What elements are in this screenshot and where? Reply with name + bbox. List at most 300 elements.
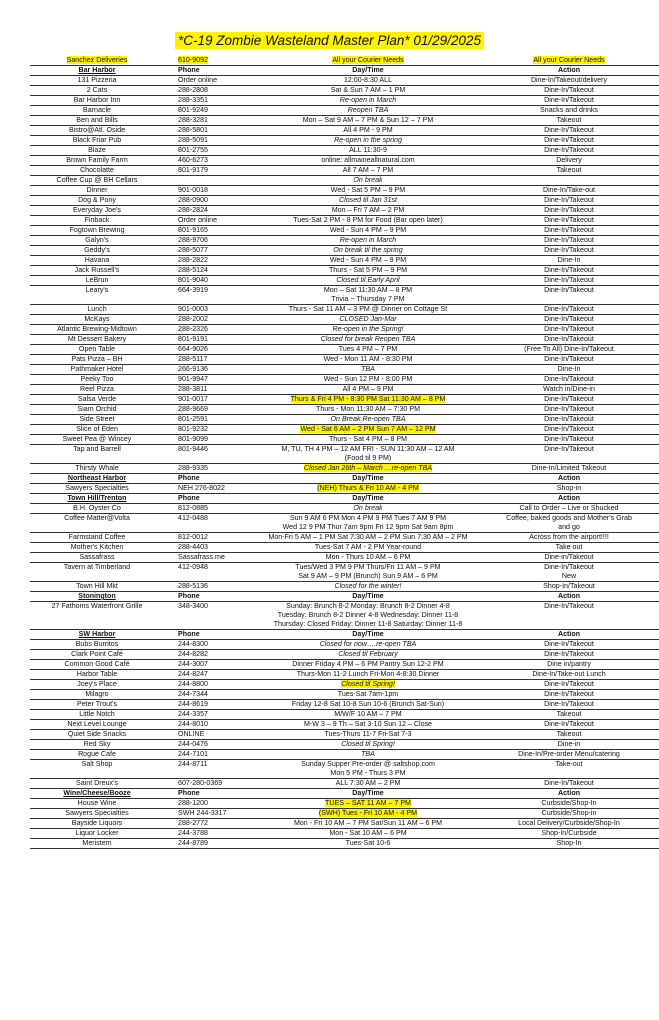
phone-cell-text: 288-2822 [178,256,208,264]
place-name [30,640,164,650]
action-cell [473,640,659,650]
place-name [30,602,164,630]
table-row [30,553,659,563]
hours-cell [263,286,473,305]
phone-cell-text: 244-7101 [178,750,208,758]
table-row [30,425,659,435]
place-name [30,226,164,236]
action-cell [473,56,659,66]
phone-cell-text: 288-9669 [178,405,208,413]
place-name [30,176,164,186]
phone-cell [164,700,263,710]
place-name [30,355,164,365]
action-cell-text: Action [557,474,581,482]
place-name-text: Joey's Place [77,680,117,688]
hours-cell [263,415,473,425]
hours-cell [263,484,473,494]
hours-cell [263,216,473,226]
place-name-text: LeBrun [85,276,109,284]
phone-cell [164,375,263,385]
action-cell-text: Dine-In/Limited Takeout [531,464,607,472]
action-cell [473,750,659,760]
action-cell [473,196,659,206]
action-cell [473,779,659,789]
place-name [30,553,164,563]
hours-cell-text: Mon – Sat 11:30 AM – 8 PM Trivia ~ Thursday 7 PM [323,286,413,303]
action-cell [473,809,659,819]
action-cell-text: Dine-In/Pre-order Menu/catering [518,750,620,758]
action-cell [473,405,659,415]
place-name-text: Mother's Kitchen [70,543,124,551]
table-row [30,206,659,216]
hours-cell [263,514,473,533]
action-cell-text: Dine-In/Takeout [544,700,594,708]
table-row [30,700,659,710]
place-name [30,325,164,335]
table-row [30,385,659,395]
phone-cell-text: Phone [178,789,200,797]
table-row [30,116,659,126]
hours-cell-text: Wed - Sat 6 AM – 2 PM Sun 7 AM – 12 PM [300,425,436,433]
hours-cell-text: Mon - Thurs 10 AM – 6 PM [325,553,411,561]
title-wrap [0,32,659,50]
action-cell-text: Takeout [556,730,582,738]
action-cell [473,335,659,345]
action-cell-text: Curbside/Shop-in [541,809,597,817]
hours-cell [263,474,473,484]
phone-cell [164,315,263,325]
hours-cell-text: Re-open in the Spring! [332,325,404,333]
place-name-text: Leary's [85,286,109,294]
place-name [30,126,164,136]
hours-cell [263,256,473,266]
hours-cell [263,730,473,740]
action-cell [473,592,659,602]
place-name-text: Liquor Locker [75,829,119,837]
hours-cell-text: Day/Time [352,789,384,797]
place-name-text: Sawyers Specialties [65,809,129,817]
phone-cell [164,563,263,582]
action-cell [473,504,659,514]
action-cell-text: Dine-In/Takeout [544,602,594,610]
action-cell [473,286,659,305]
table-row [30,690,659,700]
action-cell [473,216,659,226]
place-name [30,196,164,206]
table-row [30,640,659,650]
phone-cell [164,415,263,425]
phone-cell-text: SWH 244-3317 [178,809,227,817]
hours-cell-text: ALL 11:30-9 [349,146,387,154]
hours-cell-text: On break [353,176,383,184]
hours-cell [263,839,473,849]
phone-cell-text: NEH 276-8022 [178,484,225,492]
hours-cell-text: Closed til February [338,650,398,658]
section-header-row [30,66,659,76]
phone-cell-text: 288-5136 [178,582,208,590]
table-row [30,543,659,553]
place-name [30,266,164,276]
place-name-text: Open Table [78,345,116,353]
action-cell [473,494,659,504]
phone-cell [164,582,263,592]
phone-cell [164,365,263,375]
place-name-text: Black Friar Pub [72,136,122,144]
place-name [30,494,164,504]
hours-cell-text: Friday 12-8 Sat 10-8 Sun 10-6 (Brunch Sat-Sun) [291,700,445,708]
section-header-row [30,630,659,640]
phone-cell [164,464,263,474]
place-name-text: Dinner [86,186,108,194]
place-name [30,809,164,819]
place-name-text: Coffee Cup @ BH Cellars [56,176,138,184]
phone-cell [164,156,263,166]
action-cell [473,96,659,106]
phone-cell-text: 901-0018 [178,186,208,194]
phone-cell-text: 812-0885 [178,504,208,512]
action-cell [473,375,659,385]
place-name-text: Thirsty Whale [75,464,119,472]
action-cell [473,355,659,365]
phone-cell-text: 801-9179 [178,166,208,174]
action-cell-text: Dine-In/Takeout [544,236,594,244]
action-cell-text: Action [557,789,581,797]
table-row [30,196,659,206]
action-cell-text: Dine-In/Takeout [544,395,594,403]
action-cell-text: Dine-In/Takeout [544,415,594,423]
hours-cell [263,365,473,375]
action-cell-text: Dine-In/Takeout [544,226,594,234]
table-row [30,730,659,740]
hours-cell-text: Wed - Sun 4 PM – 9 PM [329,226,407,234]
place-name-text: Tap and Barrell [73,445,121,453]
hours-cell [263,750,473,760]
table-row [30,365,659,375]
place-name [30,56,164,66]
phone-cell [164,425,263,435]
place-name-text: Atlantic Brewing-Midtown [57,325,137,333]
table-row [30,226,659,236]
hours-cell [263,226,473,236]
phone-cell-text: Phone [178,592,200,600]
place-name-text: Town Hill Mkt [76,582,118,590]
action-cell [473,66,659,76]
phone-cell-text: 288-9335 [178,464,208,472]
table-row [30,405,659,415]
place-name [30,365,164,375]
place-name-text: Lunch [87,305,107,313]
place-name-text: SW Harbor [78,630,116,638]
hours-cell [263,809,473,819]
table-row [30,799,659,809]
hours-cell-text: Day/Time [352,630,384,638]
place-name-text: Coffee Matter@Volta [64,514,130,522]
action-cell-text: Action [557,630,581,638]
table-row [30,136,659,146]
action-cell [473,543,659,553]
hours-cell-text: Thurs - Sat 5 PM – 9 PM [328,266,408,274]
table-row [30,96,659,106]
place-name [30,504,164,514]
action-cell [473,76,659,86]
hours-cell-text: Closed til Spring! [341,680,395,688]
place-name [30,829,164,839]
action-cell [473,315,659,325]
table-row [30,602,659,630]
action-cell-text: Action [557,66,581,74]
place-name [30,445,164,464]
hours-cell-text: Tues-Sat 7 AM - 2 PM Year-round [314,543,422,551]
action-cell-text: All your Courier Needs [533,56,605,64]
place-name [30,514,164,533]
place-name [30,375,164,385]
place-name [30,839,164,849]
action-cell-text: Curbside/Shop-In [541,799,597,807]
phone-cell-text: 244-3357 [178,710,208,718]
phone-cell [164,305,263,315]
hours-cell-text: Thurs - Sat 4 PM – 8 PM [328,435,408,443]
place-name-text: Northeast Harbor [67,474,127,482]
action-cell-text: Dine-In [557,256,581,264]
action-cell-text: Dine-In/Takeout [544,305,594,313]
phone-cell [164,504,263,514]
table-row [30,680,659,690]
hours-cell-text: On break [353,504,383,512]
phone-cell-text: 801-2591 [178,415,208,423]
hours-cell-text: (SWH) Tues - Fri 10 AM - 4 PM [318,809,418,817]
action-cell [473,276,659,286]
hours-cell-text: Sunday Supper Pre-order @ saltshop.com Mon 5 PM - Thurs 3 PM [301,760,435,777]
place-name-text: Town Hill/Trenton [67,494,127,502]
place-name [30,660,164,670]
action-cell [473,106,659,116]
action-cell-text: (Free To All) Dine-In/Takeout [524,345,614,353]
hours-cell-text: Day/Time [352,592,384,600]
hours-cell-text: Tues-Thurs 11-7 Fri-Sat 7-3 [324,730,412,738]
hours-cell [263,266,473,276]
hours-cell [263,166,473,176]
place-name [30,592,164,602]
place-name-text: Bar Harbor Inn [73,96,121,104]
hours-cell-text: Day/Time [352,474,384,482]
phone-cell [164,710,263,720]
table-row [30,779,659,789]
action-cell-text: Dine-In/Takeout [544,405,594,413]
phone-cell [164,76,263,86]
action-cell-text: Shop-In [556,839,582,847]
action-cell [473,789,659,799]
phone-cell [164,345,263,355]
place-name-text: Salt Shop [81,760,113,768]
phone-cell [164,216,263,226]
phone-cell-text: 288-5801 [178,126,208,134]
action-cell-text: Dine-In/Takeout New [544,563,594,580]
action-cell [473,602,659,630]
place-name-text: Red Sky [83,740,111,748]
hours-cell [263,156,473,166]
phone-cell [164,56,263,66]
place-name [30,700,164,710]
action-cell [473,730,659,740]
place-name-text: Harbor Table [76,670,118,678]
place-name-text: Farmstand Coffee [68,533,126,541]
action-cell-text: Dine-In/Takeout [544,136,594,144]
phone-cell-text: 266-9136 [178,365,208,373]
place-name [30,710,164,720]
phone-cell-text: 801-9165 [178,226,208,234]
hours-cell-text: Wed - Mon 11 AM - 8:30 PM [323,355,413,363]
phone-cell [164,325,263,335]
place-name [30,146,164,156]
hours-cell [263,799,473,809]
place-name-text: Pats Pizza – BH [71,355,123,363]
place-name [30,156,164,166]
phone-cell-text: 901-9947 [178,375,208,383]
action-cell [473,514,659,533]
phone-cell [164,474,263,484]
hours-cell-text: Mon – Sat 9 AM – 7 PM & Sun 12 – 7 PM [302,116,434,124]
place-name-text: Bar Harbor [78,66,116,74]
hours-cell [263,106,473,116]
phone-cell-text: 348-3400 [178,602,208,610]
table-row [30,809,659,819]
place-name-text: Milagro [85,690,109,698]
table-row [30,819,659,829]
hours-cell [263,819,473,829]
place-name [30,720,164,730]
phone-cell-text: 244-8711 [178,760,208,768]
place-name [30,236,164,246]
place-name-text: Rogue Cafe [78,750,116,758]
phone-cell-text: ONLINE [178,730,205,738]
action-cell [473,156,659,166]
hours-cell-text: Thurs-Mon 11-2 Lunch Fri-Mon 4-8:30 Dinner [296,670,440,678]
hours-cell [263,126,473,136]
phone-cell-text: 412-0488 [178,514,208,522]
action-cell-text: Dine-In/Take-out [542,186,596,194]
action-cell [473,582,659,592]
table-row [30,464,659,474]
action-cell [473,819,659,829]
phone-cell-text: 801-9040 [178,276,208,284]
phone-cell-text: 288-3351 [178,96,208,104]
hours-cell-text: All 4 PM – 9 PM [342,385,394,393]
phone-cell-text: Sassafrass.me [178,553,225,561]
place-name-text: Mt Dessert Bakery [67,335,127,343]
table-row [30,256,659,266]
phone-cell-text: 244-8619 [178,700,208,708]
action-cell [473,176,659,186]
action-cell-text: Dine-In/Takeout/delivery [530,76,608,84]
phone-cell-text: 244-8800 [178,680,208,688]
place-name-text: Blaze [88,146,106,154]
place-name-text: 27 Fathoms Waterfront Grille [51,602,143,610]
place-name [30,650,164,660]
action-cell [473,690,659,700]
place-name [30,335,164,345]
table-row [30,750,659,760]
place-name [30,760,164,779]
hours-cell-text: Closed til Early April [336,276,400,284]
action-cell-text: Dine-In/Takeout [544,650,594,658]
table-row [30,582,659,592]
table-row [30,829,659,839]
table-row [30,355,659,365]
hours-cell [263,582,473,592]
phone-cell [164,106,263,116]
hours-cell-text: Reopen TBA [347,106,389,114]
phone-cell-text: 288-2808 [178,86,208,94]
action-cell-text: Dine-In/Takeout [544,206,594,214]
hours-cell-text: Tues/Wed 3 PM 9 PM Thurs/Fri 11 AM – 9 PM Sat 9 AM – 9 PM (Brunch) Sun 9 AM – 6 PM [295,563,441,580]
place-name-text: Barnacle [83,106,111,114]
phone-cell [164,690,263,700]
section-header-row [30,789,659,799]
table-row [30,186,659,196]
place-name [30,305,164,315]
hours-cell-text: TUES – SAT 11 AM – 7 PM [325,799,411,807]
place-name [30,563,164,582]
hours-cell-text: Re-open in the spring [334,136,402,144]
place-name-text: Sassafrass [79,553,115,561]
action-cell [473,415,659,425]
hours-cell [263,305,473,315]
hours-cell-text: Closed for the winter! [334,582,402,590]
hours-cell [263,494,473,504]
place-name-text: Slice of Eden [76,425,118,433]
place-name-text: Sawyers Specialties [65,484,129,492]
place-name-text: Chocolatte [80,166,114,174]
hours-cell-text: M-W 3 – 9 Th – Sat 3-10 Sun 12 – Close [303,720,433,728]
hours-cell [263,445,473,464]
hours-cell-text: On Break Re-open TBA [330,415,406,423]
hours-cell-text: Dinner Friday 4 PM – 6 PM Pantry Sun 12-2 PM [292,660,444,668]
action-cell-text: Dine-In/Takeout [544,246,594,254]
phone-cell-text: 288-4403 [178,543,208,551]
phone-cell-text: 460-6273 [178,156,208,164]
place-name-text: 131 Pizzeria [77,76,117,84]
action-cell [473,136,659,146]
place-name [30,276,164,286]
place-name-text: Finback [84,216,110,224]
place-name [30,484,164,494]
action-cell-text: Dine-In/Takeout [544,355,594,363]
hours-cell-text: Tues-Sat 2 PM - 8 PM for Food (Bar open later) [293,216,443,224]
hours-cell [263,176,473,186]
action-cell-text: Dine-In/Takeout [544,276,594,284]
hours-cell-text: Wed - Sun 4 PM – 9 PM [329,256,407,264]
hours-cell-text: Wed - Sat 5 PM – 9 PM [330,186,406,194]
hours-cell-text: Day/Time [352,66,384,74]
place-name-text: Everyday Joe's [73,206,121,214]
place-name [30,799,164,809]
place-name [30,425,164,435]
place-name [30,740,164,750]
hours-cell [263,690,473,700]
hours-cell [263,710,473,720]
action-cell [473,126,659,136]
hours-cell [263,592,473,602]
hours-cell [263,186,473,196]
place-name-text: Fogtown Brewing [69,226,125,234]
action-cell-text: Watch in/Dine-in [543,385,595,393]
phone-cell-text: 288-5091 [178,136,208,144]
table-row [30,345,659,355]
action-cell-text: Dine-In/Takeout [544,779,594,787]
place-name-text: Common Good Café [64,660,130,668]
hours-cell [263,640,473,650]
action-cell [473,445,659,464]
